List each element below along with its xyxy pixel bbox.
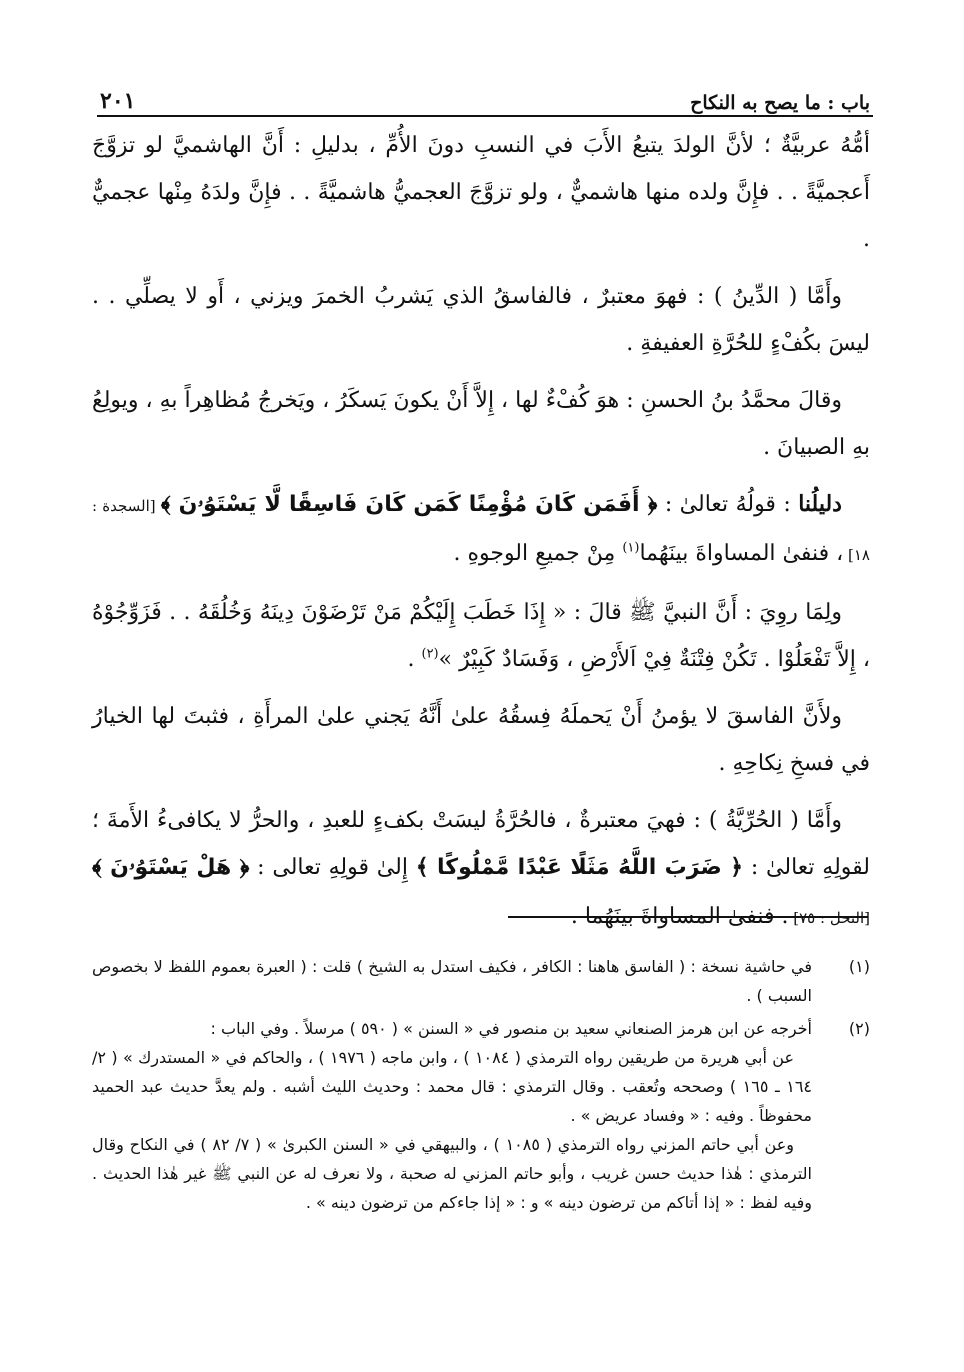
chapter-title: باب : ما يصح به النكاح <box>690 92 870 114</box>
hadith-text: ولِمَا روِيَ : أَنَّ النبيَّ ﷺ قالَ : « إِذَا خَطَبَ إِلَيْكُمْ مَنْ تَرْضَوْنَ دِينَهُ وَخُلُقَهُ . . فَزَوِّجُوْهُ ، إِلاَّ تَفْعَلُوْا . تَكُنْ فِتْنَةٌ فِيْ اَلأَرْضِ ، وَفَسَادٌ كَبِيْرٌ » <box>92 600 870 672</box>
paragraph-5-tail: . <box>407 647 422 672</box>
paragraph-5 <box>92 589 870 683</box>
footnote-text: أخرجه عن ابن هرمز الصنعاني سعيد بن منصور في « السنن » ( ٥٩٠ ) مرسلاً . وفي الباب : <box>210 1019 812 1038</box>
paragraph-1: أمُّهُ عربيَّةٌ ؛ لأنَّ الولدَ يتبعُ الأَبَ في النسبِ دونَ الأُمِّ ، بدليلِ : أَنَّ الهاشميَّ لو تزوَّجَ أَعجميَّةً . . فإِنَّ ولده منها هاشميٌّ ، ولو تزوَّجَ العجميُّ هاشميَّةً . . فإِنَّ ولدَهُ مِنْها عجميٌّ . <box>92 133 870 252</box>
footnote-text: وعن أبي حاتم المزني رواه الترمذي ( ١٠٨٥ ) ، والبيهقي في « السنن الكبرىٰ » ( ٧/ ٨٢ ) في النكاح وقال الترمذي : هٰذا حديث حسن غريب ، وأبو حاتم المزني له صحبة ، ولا نعرف له عن النبي ﷺ غير هٰذا الحديث . وفيه لفظ : « إذا أتاكم من ترضون دينه » و : « إذا جاءكم من ترضون دينه » . <box>92 1135 812 1212</box>
footnote-number: (٢) <box>848 1019 870 1038</box>
footnote-body <box>92 1014 812 1217</box>
paragraph-4-intro: : قولُهُ تعالىٰ : <box>657 492 799 517</box>
paragraph-6: ولأَنَّ الفاسقَ لا يؤمنُ أَنْ يَحملَهُ فِسقُهُ علىٰ أَنَّهُ يَجني علىٰ المرأَةِ ، فثبتَ لها الخيارُ في فسخِ نِكاحِهِ . <box>92 704 870 776</box>
paragraph-7 <box>92 797 870 942</box>
footnote-separator <box>508 916 868 918</box>
footnote-marker-2[interactable]: (٢) <box>421 646 439 662</box>
quran-verse: ﴿ أَفَمَن كَانَ مُؤْمِنًا كَمَن كَانَ فَاسِقًا لَّا يَسْتَوُۥنَ ﴾ <box>160 492 658 517</box>
footnote-body <box>92 952 812 1010</box>
paragraph-4-tail: مِنْ جميعِ الوجوهِ . <box>453 541 623 566</box>
footnote-1 <box>92 952 870 1010</box>
paragraph-4 <box>92 481 870 579</box>
footnote-number: (١) <box>848 957 870 976</box>
verse-reference: [السجدة : ١٨] <box>92 497 870 564</box>
paragraph-2: وأَمَّا ( الدِّينُ ) : فهوَ معتبرٌ ، فالفاسقُ الذي يَشربُ الخمرَ ويزني ، أَو لا يصلِّي . . ليسَ بكُفْءٍ للحُرَّةِ العفيفةِ . <box>92 284 870 356</box>
header-rule <box>97 115 873 117</box>
verse-reference-2: [النحل : ٧٥] <box>788 909 870 927</box>
main-text <box>92 122 870 952</box>
daleelna-heading: دليلُنا <box>798 491 842 517</box>
quran-verse-2: ﴿ هَلْ يَسْتَوُۥنَ ﴾ <box>92 855 250 880</box>
footnote-marker-1[interactable]: (١) <box>622 540 640 556</box>
quran-verse-1: ﴿ ضَرَبَ اللَّهُ مَثَلًا عَبْدًا مَّمْلُوكًا ﴾ <box>415 855 744 880</box>
footnote-2 <box>92 1014 870 1217</box>
paragraph-7-mid: إِلىٰ قولِهِ تعالى : <box>249 855 416 880</box>
page-number: ٢٠١ <box>100 88 136 114</box>
paragraph-4-text: ، فنفىٰ المساواةَ بينَهُما <box>639 541 844 566</box>
paragraph-7-tail: . فنفىٰ المساواةَ بينَهُما . <box>570 904 789 929</box>
running-header <box>100 80 870 114</box>
paragraph-3: وقالَ محمَّدُ بنُ الحسنِ : هوَ كُفْءٌ لها ، إِلاَّ أَنْ يكونَ يَسكَرُ ، ويَخرجُ مُظاهِراً بهِ ، ويولِعُ بهِ الصبيانَ . <box>92 388 870 460</box>
footnote-text: في حاشية نسخة : ( الفاسق هاهنا : الكافر ، فكيف استدل به الشيخ ) قلت : ( العبرة بعموم اللفظ لا بخصوص السبب ) . <box>92 957 812 1005</box>
footnotes <box>92 952 870 1221</box>
paragraph-7-intro: وأَمَّا ( الحُرِّيَّةُ ) : فهيَ معتبرةٌ ، فالحُرَّةُ ليسَتْ بكفءٍ للعبدِ ، والحرُّ لا يكافىءُ الأَمةَ ؛ لقولِهِ تعالىٰ : <box>92 808 870 880</box>
footnote-text: عن أبي هريرة من طريقين رواه الترمذي ( ١٠٨٤ ) ، وابن ماجه ( ١٩٧٦ ) ، والحاكم في « المستدرك » ( ٢/ ١٦٤ ـ ١٦٥ ) وصححه وتُعقب . وقال الترمذي : قال محمد : وحديث الليث أشبه . ولم يعدَّ حديث عبد الحميد محفوظاً . وفيه : « وفساد عريض » . <box>92 1048 813 1125</box>
